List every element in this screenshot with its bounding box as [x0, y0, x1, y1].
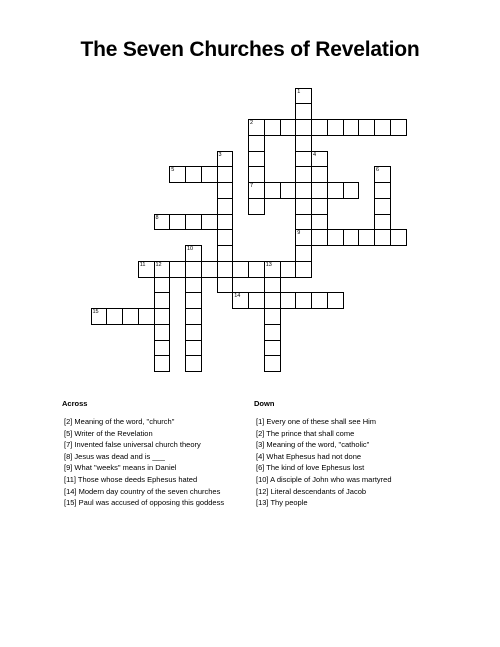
- grid-cell[interactable]: [295, 88, 312, 105]
- grid-cell[interactable]: [106, 308, 123, 325]
- down-clue: [6] The kind of love Ephesus lost: [256, 463, 365, 473]
- grid-cell[interactable]: [248, 135, 265, 152]
- grid-cell[interactable]: [374, 229, 391, 246]
- grid-cell[interactable]: [248, 151, 265, 168]
- grid-cell[interactable]: [91, 308, 108, 325]
- down-clue: [10] A disciple of John who was martyred: [256, 474, 392, 484]
- grid-cell[interactable]: [154, 355, 171, 372]
- grid-cell[interactable]: [154, 324, 171, 341]
- grid-cell[interactable]: [280, 292, 297, 309]
- grid-cell[interactable]: [327, 292, 344, 309]
- across-clue: [7] Invented false universal church theory: [64, 440, 201, 450]
- across-clue: [11] Those whose deeds Ephesus hated: [64, 474, 198, 484]
- grid-cell[interactable]: [295, 151, 312, 168]
- across-clue: [9] What "weeks" means in Daniel: [64, 463, 177, 473]
- cell-number: 14: [234, 293, 241, 300]
- down-clue: [1] Every one of these shall see Him: [256, 417, 377, 426]
- grid-cell[interactable]: [311, 119, 328, 136]
- grid-cell[interactable]: [232, 261, 249, 278]
- across-clue: [15] Paul was accused of opposing this goddess: [64, 498, 225, 508]
- grid-cell[interactable]: [169, 214, 186, 231]
- cell-number: 4: [313, 151, 317, 158]
- grid-cell[interactable]: [248, 119, 265, 136]
- down-clue: [3] Meaning of the word, "catholic": [256, 440, 370, 450]
- grid-cell[interactable]: [248, 166, 265, 183]
- grid-cell[interactable]: [280, 119, 297, 136]
- cell-number: 15: [92, 309, 99, 315]
- grid-cell[interactable]: [185, 355, 202, 372]
- grid-cell[interactable]: [185, 292, 202, 309]
- grid-cell[interactable]: [295, 119, 312, 136]
- grid-cell[interactable]: [201, 261, 218, 278]
- grid-cell[interactable]: [343, 182, 360, 199]
- across-clue: [2] Meaning of the word, "church": [64, 417, 175, 426]
- grid-cell[interactable]: [311, 198, 328, 215]
- grid-cell[interactable]: [217, 166, 234, 183]
- down-clue-list: [256, 416, 456, 509]
- grid-cell[interactable]: [232, 292, 249, 309]
- grid-cell[interactable]: [154, 261, 171, 278]
- grid-cell[interactable]: [217, 198, 234, 215]
- grid-cell[interactable]: [295, 292, 312, 309]
- across-clue: [8] Jesus was dead and is ___: [64, 451, 165, 461]
- grid-cell[interactable]: [280, 182, 297, 199]
- grid-cell[interactable]: [154, 277, 171, 294]
- grid-cell[interactable]: [295, 214, 312, 231]
- cell-number: 6: [376, 167, 380, 174]
- across-heading: Across: [62, 399, 88, 408]
- grid-cell[interactable]: [295, 166, 312, 183]
- cell-number: 13: [265, 261, 272, 268]
- grid-cell[interactable]: [327, 182, 344, 199]
- puzzle-title: The Seven Churches of Revelation: [80, 38, 420, 61]
- down-clue: [4] What Ephesus had not done: [256, 451, 362, 461]
- grid-cell[interactable]: [264, 119, 281, 136]
- grid-cell[interactable]: [327, 229, 344, 246]
- cell-number: 3: [218, 151, 222, 158]
- grid-cell[interactable]: [122, 308, 139, 325]
- grid-cell[interactable]: [185, 277, 202, 294]
- down-heading: Down: [254, 399, 275, 408]
- grid-cell[interactable]: [154, 292, 171, 309]
- grid-cell[interactable]: [217, 245, 234, 262]
- grid-cell[interactable]: [185, 324, 202, 341]
- down-clue: [2] The prince that shall come: [256, 428, 355, 438]
- grid-cell[interactable]: [264, 292, 281, 309]
- cell-number: 11: [139, 261, 146, 268]
- grid-cell[interactable]: [154, 340, 171, 357]
- cell-number: 2: [250, 120, 254, 126]
- grid-cell[interactable]: [217, 277, 234, 294]
- cell-number: 8: [155, 214, 159, 221]
- across-clue: [5] Writer of the Revelation: [64, 428, 153, 438]
- grid-cell[interactable]: [248, 292, 265, 309]
- grid-cell[interactable]: [327, 119, 344, 136]
- grid-cell[interactable]: [311, 229, 328, 246]
- grid-cell[interactable]: [311, 292, 328, 309]
- grid-cell[interactable]: [295, 182, 312, 199]
- grid-cell[interactable]: [295, 103, 312, 120]
- grid-cell[interactable]: [295, 261, 312, 278]
- grid-cell[interactable]: [264, 182, 281, 199]
- cell-number: 12: [155, 261, 162, 268]
- grid-cell[interactable]: [264, 355, 281, 372]
- grid-cell[interactable]: [154, 214, 171, 231]
- grid-cell[interactable]: [217, 151, 234, 168]
- cell-number: 10: [187, 246, 194, 252]
- grid-cell[interactable]: [311, 182, 328, 199]
- grid-cell[interactable]: [264, 277, 281, 294]
- grid-cell[interactable]: [248, 198, 265, 215]
- grid-cell[interactable]: [185, 340, 202, 357]
- grid-cell[interactable]: [295, 198, 312, 215]
- grid-cell[interactable]: [390, 119, 407, 136]
- grid-cell[interactable]: [169, 261, 186, 278]
- grid-cell[interactable]: [358, 229, 375, 246]
- grid-cell[interactable]: [358, 119, 375, 136]
- cell-number: 1: [297, 88, 301, 95]
- grid-cell[interactable]: [138, 308, 155, 325]
- grid-cell[interactable]: [248, 261, 265, 278]
- grid-cell[interactable]: [264, 308, 281, 325]
- grid-cell[interactable]: [295, 245, 312, 262]
- grid-cell[interactable]: [217, 261, 234, 278]
- grid-cell[interactable]: [201, 166, 218, 183]
- grid-cell[interactable]: [374, 119, 391, 136]
- grid-cell[interactable]: [311, 166, 328, 183]
- grid-cell[interactable]: [185, 166, 202, 183]
- across-clue: [14] Modern day country of the seven churches: [64, 486, 221, 496]
- grid-cell[interactable]: [248, 182, 265, 199]
- down-clue: [13] Thy people: [256, 498, 308, 508]
- grid-cell[interactable]: [280, 261, 297, 278]
- grid-cell[interactable]: [169, 166, 186, 183]
- grid-cell[interactable]: [264, 261, 281, 278]
- grid-cell[interactable]: [185, 308, 202, 325]
- grid-cell[interactable]: [374, 182, 391, 199]
- grid-cell[interactable]: [390, 229, 407, 246]
- grid-cell[interactable]: [217, 214, 234, 231]
- across-clue-list: [64, 416, 264, 509]
- grid-cell[interactable]: [217, 182, 234, 199]
- grid-cell[interactable]: [374, 198, 391, 215]
- grid-cell[interactable]: [311, 151, 328, 168]
- cell-number: 5: [171, 167, 175, 174]
- grid-cell[interactable]: [343, 229, 360, 246]
- grid-cell[interactable]: [343, 119, 360, 136]
- grid-cell[interactable]: [264, 324, 281, 341]
- grid-cell[interactable]: [311, 214, 328, 231]
- grid-cell[interactable]: [185, 245, 202, 262]
- grid-cell[interactable]: [185, 214, 202, 231]
- grid-cell[interactable]: [154, 308, 171, 325]
- grid-cell[interactable]: [374, 214, 391, 231]
- grid-cell[interactable]: [374, 166, 391, 183]
- down-clue: [12] Literal descendants of Jacob: [256, 486, 367, 496]
- grid-cell[interactable]: [201, 214, 218, 231]
- cell-number: 9: [297, 230, 301, 237]
- grid-cell[interactable]: [138, 261, 155, 278]
- grid-cell[interactable]: [264, 340, 281, 357]
- grid-cell[interactable]: [217, 229, 234, 246]
- cell-number: 7: [250, 183, 254, 189]
- grid-cell[interactable]: [295, 229, 312, 246]
- grid-cell[interactable]: [185, 261, 202, 278]
- grid-cell[interactable]: [295, 135, 312, 152]
